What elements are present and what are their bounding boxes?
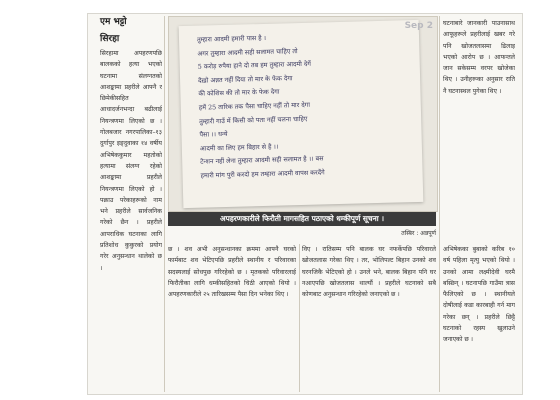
ransom-note-paper — [179, 20, 424, 208]
ransom-note-line: पैसा ।। धन्ये — [199, 130, 228, 139]
ransom-note-line: हमारी मांग पुरी करदो हम तम्हारा आदमी वापस करदेंगे — [200, 168, 325, 180]
column-divider — [299, 244, 300, 392]
ransom-note-line: की कोशिस की तो मार के फेक देगा — [198, 87, 280, 99]
ransom-note-photo — [168, 16, 438, 212]
photo-date-stamp: Sep 2 — [404, 21, 433, 31]
article-text: छ । शव अभी अनुसन्धानका क्रममा आफ्नै घरको फार्मबाट शव भेटिएपछि प्रहरीले स्थानीय र परिवारका सदस्यलाई सोधपुछ गरिरहेको छ । मृतकको परिवारलाई फिरौतीका लागि धम्कीसहितको चिठी आएको थियो । अपहरणकारीले २५ तारिखसम्म पैसा दिन भनेका थिए । — [168, 246, 296, 299]
article-column-right-upper — [443, 18, 515, 240]
article-text: विए । रातिसम्म पनि बालक घर नफर्केपछि परिवारले खोजतलास गरेका थिए । तर, भोलिपल्ट बिहान उनको शव घरनजिकै भेटिएको हो । उनले भने, बालक बिहान पनि घर नआएपछि खोजतलास थाल्यौं । प्रहरीले घटनाको सबै कोणबाट अनुसन्धान गरिरहेको जनाएको छ । — [302, 246, 436, 299]
ransom-note-line: अगर तुम्हारा आदमी सही सलामत चाहिए तो — [197, 46, 298, 58]
ransom-note-line: 5 करोड़ रुपैया हाने दो तब हम तुम्हारा आदमी देगें — [197, 59, 312, 71]
column-divider — [439, 16, 440, 392]
ransom-note-line: हमें 25 तारिक तक पैसा चाहिए नहीं तो मार देगा — [198, 100, 311, 112]
article-text: घटनाबारे जानकारी पाउनासाथ आफूहरूले प्रहरीलाई खबर गरे पनि खोजतलासमा ढिलाइ भएको आरोप छ । आफन्तले जान सकेसम्म वरपर खोजेका थिए । उनीहरूका अनुसार राति नै घटनास्थल पुगेका थिए । — [443, 20, 515, 95]
article-column-bottom-middle — [302, 244, 436, 392]
photo-caption: अपहरणकारीले फिरौती मागसहित पठाएको धम्कीपूर्ण सूचना । — [168, 212, 436, 226]
article-text: अभिषेकका बुबाको करिब १० वर्ष पहिला मृत्यु भएको थियो । उनको आमा लक्ष्मीदेवी घरमै बस्छिन् । घटनापछि गाउँमा त्रास फैलिएको छ । स्थानीयले दोषीलाई कडा कारबाही गर्न माग गरेका छन् । प्रहरीले छिट्टै घटनाको रहस्य खुलाउने जनाएको छ । — [443, 246, 515, 344]
ransom-note-text — [181, 28, 421, 184]
article-column-bottom-left — [168, 244, 296, 392]
column-divider — [164, 16, 165, 392]
ransom-note-line: देख़ो अन्नत नहीं दिया तो मार के फेक देगा — [197, 73, 293, 85]
reporter-byline: एम भट्टो — [100, 17, 127, 27]
photo-credit: तस्बिर : अन्नपूर्ण — [401, 230, 436, 237]
ransom-note-line: आदमी का लिए हम बिहार से है ।। — [199, 142, 279, 153]
article-column-left — [100, 48, 162, 392]
article-text: सिरहामा अपहरणपछि बालकको हत्या भएको घटनामा संलग्नतको आशङ्कामा प्रहरीले आफ्नै र छिमेकीसहित आधादर्जनभन्दा बढीलाई नियन्त्रणमा लिएको छ । गोलबजार नगरपालिका–१३ दुर्गापुर इङ्दुवाका १४ वर्षीय अभिषेककुमार महतोको हत्यामा संलग्न रहेको आशङ्कामा प्रहरीले नियन्त्रणमा लिएको हो । पक्राउ परेकाहरूको नाम भने प्रहरीले सार्वजनिक गरेको छैन । प्रहरीले आपराधिक घटनाका लागि प्रतिशोध कुकुरको प्रयोग गरेर अनुसन्धान थालेको छ । — [100, 50, 162, 272]
ransom-note-line: टेन्शन नहीं लेना तुम्हारा आदमी सही सलामत है ।। बस — [200, 154, 324, 166]
ransom-note-line: तुम्हारी गाउँ में किसी को पता नहीं चलना चाहिए — [199, 114, 308, 126]
dateline: सिरहा — [100, 34, 120, 44]
article-column-right-lower — [443, 244, 515, 394]
ransom-note-line: तुम्हारा आदमी हमारी पास है । — [196, 33, 267, 44]
